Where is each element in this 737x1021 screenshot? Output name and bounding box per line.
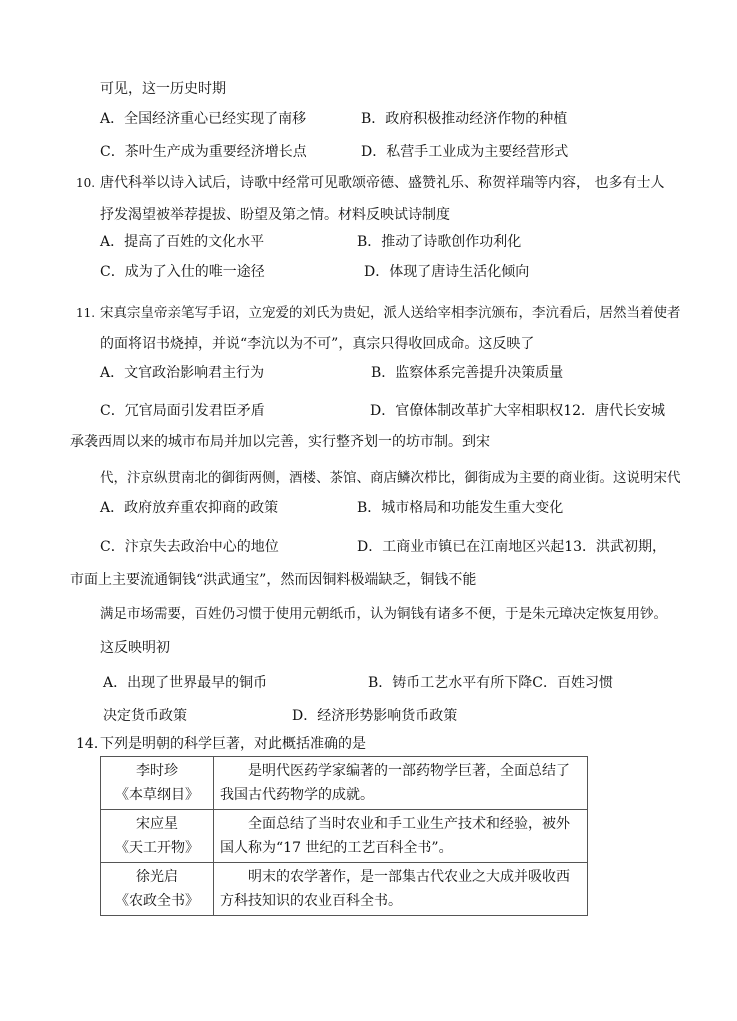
author-cell [101,810,214,863]
q14-number: 14． [76,736,108,752]
q12-stem-line-2: 代，汴京纵贯南北的御街两侧，酒楼、茶馆、商店鳞次栉比，御街成为主要的商业街。这说明宋代 [100,470,681,486]
description-cell: 是明代医药学家编著的一部药物学巨著，全面总结了我国古代药物学的成就。 [214,757,588,810]
q12-option-b: B．城市格局和功能发生重大变化 [357,500,564,516]
q10-option-c: C．成为了入仕的唯一途径 [100,264,265,280]
q12-option-d: D．工商业市镇已在江南地区兴起13．洪武初期， [357,539,667,555]
q11-option-d: D．官僚体制改革扩大宰相职权12．唐代长安城 [370,403,666,419]
table-row [101,810,588,863]
q12-stem-line-1: 承袭西周以来的城市布局并加以完善，实行整齐划一的坊市制。到宋 [70,434,490,450]
q10-number: 10. [76,176,96,190]
q9-option-d: D．私营手工业成为主要经营形式 [361,144,569,160]
book-title: 《天工开物》 [115,840,199,856]
q13-option-b: B．铸币工艺水平有所下降C．百姓习惯 [368,675,613,691]
q9-stem-tail: 可见，这一历史时期 [100,81,226,97]
q11-option-c: C．冗官局面引发君臣矛盾 [100,403,265,419]
q10-stem-line-1: 唐代科举以诗入试后，诗歌中经常可见歌颂帝德、盛赞礼乐、称贺祥瑞等内容， 也多有士人 [100,175,665,191]
author-cell [101,757,214,810]
table-row [101,863,588,916]
description-cell: 明末的农学著作，是一部集古代农业之大成并吸收西方科技知识的农业百科全书。 [214,863,588,916]
q11-option-a: A．文官政治影响君主行为 [100,365,265,381]
book-title: 《本草纲目》 [115,787,199,803]
description-cell: 全面总结了当时农业和手工业生产技术和经验，被外国人称为“17 世纪的工艺百科全书”。 [214,810,588,863]
book-title: 《农政全书》 [115,893,199,909]
q12-option-a: A．政府放弃重农抑商的政策 [100,500,279,516]
q10-option-a: A．提高了百姓的文化水平 [100,234,265,250]
q9-option-c: C．茶叶生产成为重要经济增长点 [100,144,307,160]
q13-stem-line-1: 市面上主要流通铜钱“洪武通宝”，然而因铜料极端缺乏，铜钱不能 [70,572,477,588]
q13-option-d: D．经济形势影响货币政策 [292,708,458,724]
q11-option-b: B．监察体系完善提升决策质量 [371,365,564,381]
author-name: 李时珍 [136,763,178,779]
q12-option-c: C．汴京失去政治中心的地位 [100,539,279,555]
q13-option-a: A．出现了世界最早的铜币 [103,675,268,691]
q13-stem-line-3: 这反映明初 [100,640,170,656]
author-cell [101,863,214,916]
q13-option-c-tail: 决定货币政策 [103,708,187,724]
author-name: 宋应星 [136,816,178,832]
q13-stem-line-2: 满足市场需要，百姓仍习惯于使用元朝纸币，认为铜钱有诸多不便，于是朱元璋决定恢复用钞。 [100,606,667,622]
q11-number: 11. [76,306,96,320]
science-works-table [100,756,588,916]
q10-option-b: B．推动了诗歌创作功利化 [357,234,522,250]
author-name: 徐光启 [136,869,178,885]
table-row [101,757,588,810]
q9-option-a: A．全国经济重心已经实现了南移 [100,111,307,127]
q14-stem: 下列是明朝的科学巨著，对此概括准确的是 [100,736,366,752]
q10-option-d: D．体现了唐诗生活化倾向 [364,264,530,280]
q11-stem-line-1: 宋真宗皇帝亲笔写手诏，立宠爱的刘氏为贵妃，派人送给宰相李沆颁布，李沆看后，居然当着使者 [100,305,681,321]
q9-option-b: B．政府积极推动经济作物的种植 [361,111,568,127]
q10-stem-line-2: 抒发渴望被举荐提拔、盼望及第之情。材料反映试诗制度 [100,207,450,223]
q11-stem-line-2: 的面将诏书烧掉，并说“李沆以为不可”，真宗只得收回成命。这反映了 [100,336,535,352]
